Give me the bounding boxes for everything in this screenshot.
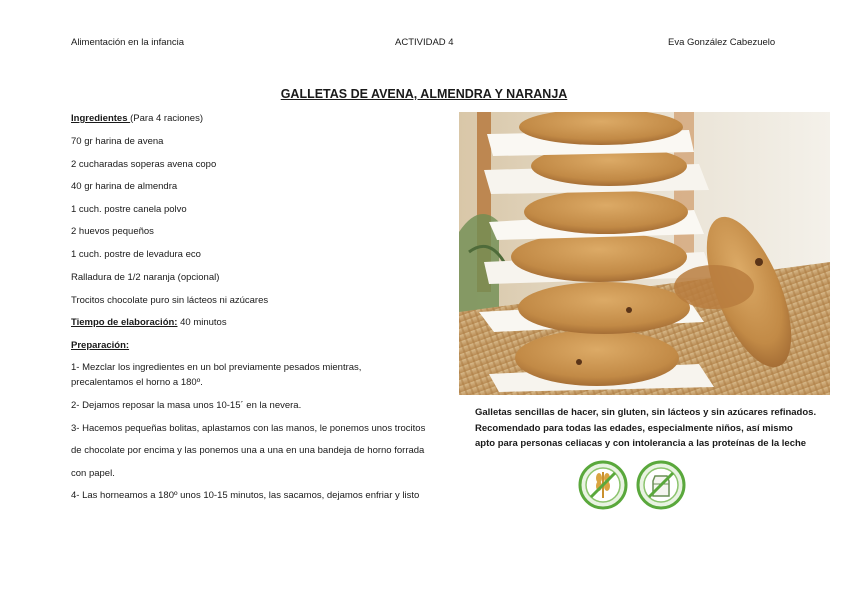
preparation-line: 1- Mezclar los ingredientes en un bol previamente pesados mientras, xyxy=(71,362,362,373)
ingredients-heading-row xyxy=(71,113,203,124)
ingredient-item: Trocitos chocolate puro sin lácteos ni azúcares xyxy=(71,295,269,306)
preparation-line: precalentamos el horno a 180º. xyxy=(71,377,203,388)
time-heading: Tiempo de elaboración: xyxy=(71,317,178,328)
recipe-text xyxy=(71,0,456,599)
preparation-line: de chocolate por encima y las ponemos una a una en una bandeja de horno forrada xyxy=(71,445,425,456)
photo-caption xyxy=(475,405,825,452)
ingredient-item: 40 gr harina de almendra xyxy=(71,181,178,192)
preparation-heading: Preparación: xyxy=(71,340,130,351)
ingredient-item: 70 gr harina de avena xyxy=(71,136,164,147)
ingredient-item: 2 huevos pequeños xyxy=(71,226,154,237)
cookie-photo xyxy=(459,112,830,395)
gluten-free-badge xyxy=(578,460,628,510)
ingredients-portions: (Para 4 raciones) xyxy=(130,113,203,124)
header-right: Eva González Cabezuelo xyxy=(668,37,776,48)
time-value: 40 minutos xyxy=(177,317,227,328)
time-row xyxy=(71,317,227,328)
preparation-line: 3- Hacemos pequeñas bolitas, aplastamos con las manos, le ponemos unos trocitos xyxy=(71,423,426,434)
lactose-free-badge xyxy=(636,460,686,510)
page-title: GALLETAS DE AVENA, ALMENDRA Y NARANJA xyxy=(280,87,568,101)
preparation-line: 4- Las horneamos a 180º unos 10-15 minutos, las sacamos, dejamos enfriar y listo xyxy=(71,490,420,501)
ingredients-heading: Ingredientes xyxy=(71,113,131,124)
preparation-line: con papel. xyxy=(71,468,115,479)
preparation-line: 2- Dejamos reposar la masa unos 10-15´ en la nevera. xyxy=(71,400,302,411)
ingredient-item: 1 cuch. postre de levadura eco xyxy=(71,249,201,260)
gluten-free-icon xyxy=(578,460,628,510)
lactose-free-icon xyxy=(636,460,686,510)
caption-line: apto para personas celiacas y con intolerancia a las proteínas de la leche xyxy=(475,438,807,449)
caption-line: Recomendado para todas las edades, especialmente niños, así mismo xyxy=(475,422,793,434)
caption-line: Galletas sencillas de hacer, sin gluten, sin lácteos y sin azúcares refinados. xyxy=(475,407,817,418)
header-center: ACTIVIDAD 4 xyxy=(395,37,454,48)
header-left: Alimentación en la infancia xyxy=(71,37,185,48)
ingredient-item: Ralladura de 1/2 naranja (opcional) xyxy=(71,272,220,283)
ingredient-item: 2 cucharadas soperas avena copo xyxy=(71,159,217,170)
cookie-stack-image xyxy=(459,112,830,395)
ingredient-item: 1 cuch. postre canela polvo xyxy=(71,204,187,215)
